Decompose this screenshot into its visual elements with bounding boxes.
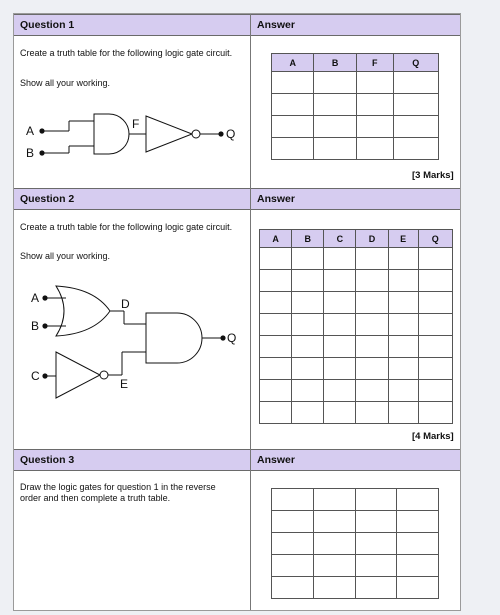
- q3-answer-cell[interactable]: [313, 511, 355, 533]
- q2-answer-cell[interactable]: [292, 248, 324, 270]
- q2-answer-row: [260, 248, 453, 270]
- q3-answer-cell[interactable]: [272, 511, 314, 533]
- q1-label-a: A: [26, 124, 35, 138]
- q2-answer-row: [260, 336, 453, 358]
- q2-answer-cell[interactable]: [324, 292, 356, 314]
- q3-answer-cell[interactable]: [313, 577, 355, 599]
- q1-answer-cell[interactable]: [314, 72, 356, 94]
- q1-col-header: A: [272, 54, 314, 72]
- q1-label-b: B: [26, 146, 35, 160]
- q2-answer-cell[interactable]: [356, 248, 388, 270]
- q2-truth-table: [259, 229, 453, 424]
- q2-label-b: B: [31, 319, 40, 333]
- q2-answer-cell[interactable]: [356, 270, 388, 292]
- q2-col-header: A: [260, 230, 292, 248]
- q2-answer-cell[interactable]: [324, 336, 356, 358]
- q2-answer-cell[interactable]: [356, 336, 388, 358]
- q2-answer-cell[interactable]: [356, 314, 388, 336]
- q1-answer-cell[interactable]: [356, 72, 393, 94]
- q2-answer-row: [260, 292, 453, 314]
- q2-answer-cell[interactable]: [388, 270, 418, 292]
- column-divider: [250, 14, 251, 610]
- q1-answer-row: [272, 116, 439, 138]
- q3-answer-cell[interactable]: [397, 489, 439, 511]
- q2-answer-cell[interactable]: [388, 248, 418, 270]
- q2-label-e: E: [120, 377, 129, 391]
- q1-answer-cell[interactable]: [314, 116, 356, 138]
- q2-answer-cell[interactable]: [356, 292, 388, 314]
- q1-truth-table: [271, 53, 439, 160]
- q2-instruction: Create a truth table for the following logic gate circuit.: [20, 222, 233, 232]
- q3-truth-table: [271, 488, 439, 599]
- q3-answer-cell[interactable]: [272, 555, 314, 577]
- q3-answer-cell[interactable]: [397, 577, 439, 599]
- q1-working-note: Show all your working.: [20, 78, 111, 88]
- q1-answer-cell[interactable]: [356, 94, 393, 116]
- q2-answer-cell[interactable]: [260, 314, 292, 336]
- q3-answer-cell[interactable]: [313, 489, 355, 511]
- q2-answer-cell[interactable]: [356, 402, 388, 424]
- q2-answer-cell[interactable]: [292, 314, 324, 336]
- q2-answer-cell[interactable]: [324, 248, 356, 270]
- q2-answer-cell[interactable]: [388, 314, 418, 336]
- q3-answer-row: [272, 511, 439, 533]
- q2-answer-cell[interactable]: [260, 402, 292, 424]
- q2-answer-cell[interactable]: [260, 270, 292, 292]
- q2-marks: [4 Marks]: [412, 431, 454, 442]
- q3-answer-cell[interactable]: [355, 511, 397, 533]
- q1-label-f: F: [132, 117, 140, 131]
- q1-col-header: Q: [393, 54, 438, 72]
- q3-answer-header: Answer: [251, 449, 460, 471]
- q3-answer-cell[interactable]: [397, 533, 439, 555]
- q2-col-header: D: [356, 230, 388, 248]
- q1-col-header: F: [356, 54, 393, 72]
- q2-not-gate: [56, 352, 100, 398]
- q3-answer-cell[interactable]: [272, 533, 314, 555]
- q2-answer-row: [260, 380, 453, 402]
- q2-col-header: E: [388, 230, 418, 248]
- q1-answer-cell[interactable]: [314, 138, 356, 160]
- q3-answer-row: [272, 489, 439, 511]
- q2-answer-cell[interactable]: [260, 292, 292, 314]
- q1-answer-cell[interactable]: [393, 72, 438, 94]
- q2-answer-cell[interactable]: [292, 292, 324, 314]
- q2-working-note: Show all your working.: [20, 251, 111, 261]
- q2-circuit-diagram: [14, 284, 250, 394]
- q2-answer-cell[interactable]: [418, 248, 452, 270]
- q2-or-gate: [56, 286, 110, 336]
- q1-instruction: Create a truth table for the following logic gate circuit.: [20, 48, 233, 58]
- q2-answer-cell[interactable]: [292, 358, 324, 380]
- q3-answer-cell[interactable]: [272, 489, 314, 511]
- q2-answer-cell[interactable]: [418, 270, 452, 292]
- q2-answer-cell[interactable]: [260, 380, 292, 402]
- q3-answer-cell[interactable]: [313, 533, 355, 555]
- q2-answer-cell[interactable]: [292, 380, 324, 402]
- q1-answer-cell[interactable]: [393, 138, 438, 160]
- q2-answer-cell[interactable]: [388, 336, 418, 358]
- q1-answer-cell[interactable]: [356, 138, 393, 160]
- q1-answer-cell[interactable]: [272, 116, 314, 138]
- q2-answer-row: [260, 402, 453, 424]
- q1-answer-row: [272, 72, 439, 94]
- q2-answer-row: [260, 358, 453, 380]
- q2-answer-header: Answer: [251, 188, 460, 210]
- q2-answer-cell[interactable]: [292, 336, 324, 358]
- q2-answer-cell[interactable]: [324, 358, 356, 380]
- q2-answer-cell[interactable]: [418, 336, 452, 358]
- q1-answer-cell[interactable]: [393, 116, 438, 138]
- q2-label-a: A: [31, 291, 40, 305]
- q1-answer-row: [272, 94, 439, 116]
- q2-answer-cell[interactable]: [418, 358, 452, 380]
- q1-circuit-diagram: [14, 104, 250, 194]
- q1-not-gate: [146, 116, 192, 152]
- q2-answer-cell[interactable]: [260, 248, 292, 270]
- q2-answer-cell[interactable]: [260, 336, 292, 358]
- q2-answer-cell[interactable]: [292, 402, 324, 424]
- q2-answer-row: [260, 314, 453, 336]
- q1-answer-header: Answer: [251, 14, 460, 36]
- q2-answer-cell[interactable]: [356, 380, 388, 402]
- q3-answer-cell[interactable]: [355, 555, 397, 577]
- q2-col-header: B: [292, 230, 324, 248]
- q2-answer-cell[interactable]: [418, 402, 452, 424]
- q2-label-q: Q: [227, 331, 237, 345]
- q1-answer-cell[interactable]: [393, 94, 438, 116]
- q1-header: Question 1: [14, 14, 250, 36]
- q2-col-header: C: [324, 230, 356, 248]
- q3-header: Question 3: [14, 449, 250, 471]
- q2-header: Question 2: [14, 188, 250, 210]
- q2-answer-cell[interactable]: [388, 358, 418, 380]
- q3-instruction: Draw the logic gates for question 1 in the reverse order and then complete a truth table.: [20, 482, 216, 503]
- q2-answer-cell[interactable]: [388, 292, 418, 314]
- q2-answer-cell[interactable]: [356, 358, 388, 380]
- q2-answer-cell[interactable]: [260, 358, 292, 380]
- q1-answer-cell[interactable]: [272, 138, 314, 160]
- q2-answer-cell[interactable]: [418, 380, 452, 402]
- q3-answer-row: [272, 555, 439, 577]
- worksheet-page: [13, 13, 461, 611]
- q3-answer-cell[interactable]: [355, 533, 397, 555]
- q3-answer-cell[interactable]: [313, 555, 355, 577]
- q1-marks: [3 Marks]: [412, 170, 454, 181]
- q1-answer-cell[interactable]: [272, 72, 314, 94]
- q3-answer-cell[interactable]: [355, 577, 397, 599]
- q3-answer-cell[interactable]: [397, 555, 439, 577]
- q2-answer-cell[interactable]: [388, 402, 418, 424]
- q2-answer-cell[interactable]: [292, 270, 324, 292]
- q2-col-header: Q: [418, 230, 452, 248]
- q1-answer-cell[interactable]: [272, 94, 314, 116]
- q2-answer-cell[interactable]: [388, 380, 418, 402]
- q3-answer-row: [272, 577, 439, 599]
- q1-answer-cell[interactable]: [356, 116, 393, 138]
- q2-answer-cell[interactable]: [324, 314, 356, 336]
- q2-answer-cell[interactable]: [418, 292, 452, 314]
- q1-answer-row: [272, 138, 439, 160]
- q1-answer-cell[interactable]: [314, 94, 356, 116]
- q2-answer-cell[interactable]: [324, 270, 356, 292]
- q3-answer-row: [272, 533, 439, 555]
- q1-label-q: Q: [226, 127, 236, 141]
- q1-col-header: B: [314, 54, 356, 72]
- q3-answer-cell[interactable]: [272, 577, 314, 599]
- q1-and-gate: [94, 114, 129, 154]
- q2-and-gate: [146, 313, 202, 363]
- q2-label-d: D: [121, 297, 130, 311]
- q2-answer-cell[interactable]: [324, 380, 356, 402]
- q3-answer-cell[interactable]: [355, 489, 397, 511]
- q2-answer-cell[interactable]: [324, 402, 356, 424]
- q2-label-c: C: [31, 369, 40, 383]
- q2-answer-row: [260, 270, 453, 292]
- q2-answer-cell[interactable]: [418, 314, 452, 336]
- q3-answer-cell[interactable]: [397, 511, 439, 533]
